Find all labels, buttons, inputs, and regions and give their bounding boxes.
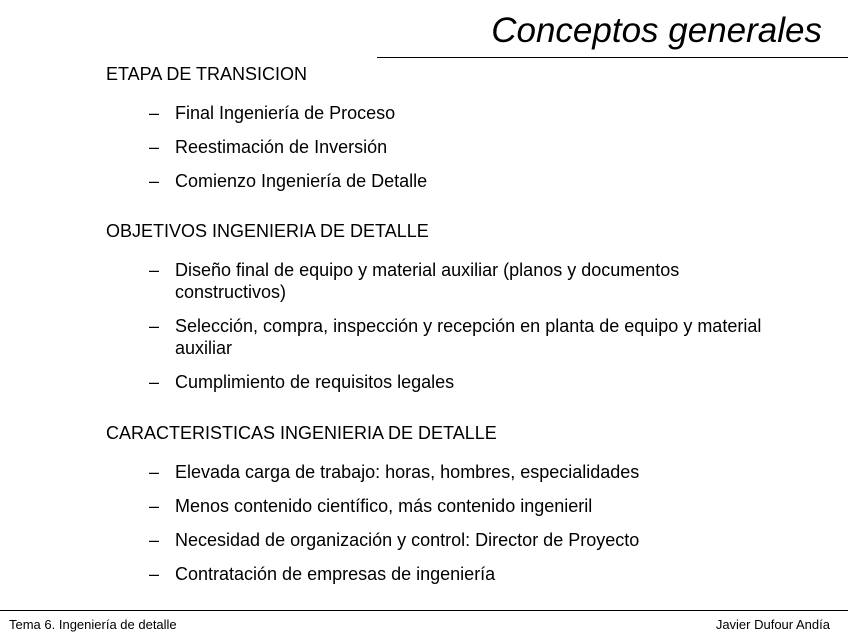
- bullet-dash: –: [149, 530, 160, 550]
- bullet-dash: –: [149, 316, 160, 336]
- list-item-text: Elevada carga de trabajo: horas, hombres, especialidades: [175, 462, 640, 482]
- section-heading: CARACTERISTICAS INGENIERIA DE DETALLE: [106, 423, 497, 443]
- list-item-text: Cumplimiento de requisitos legales: [175, 372, 455, 392]
- section-etapa-transicion: [106, 63, 786, 192]
- slide-content: [106, 63, 786, 614]
- list-item: [106, 315, 786, 359]
- bullet-dash: –: [149, 564, 160, 584]
- footer-rule: [0, 610, 848, 611]
- list-item: [106, 170, 786, 192]
- list-item-text: Diseño final de equipo y material auxiliar (planos y documentos constructivos): [175, 260, 680, 302]
- bullet-dash: –: [149, 462, 160, 482]
- bullet-dash: –: [149, 171, 160, 191]
- footer-author: Javier Dufour Andía: [715, 617, 830, 632]
- list-item: [106, 461, 786, 483]
- bullet-dash: –: [149, 137, 160, 157]
- bullet-dash: –: [149, 372, 160, 392]
- list-item-text: Contratación de empresas de ingeniería: [175, 564, 496, 584]
- bullet-list: [106, 461, 786, 585]
- slide-title: Conceptos generales: [491, 11, 822, 50]
- bullet-dash: –: [149, 103, 160, 123]
- list-item-text: Menos contenido científico, más contenido ingenieril: [175, 496, 593, 516]
- list-item: [106, 529, 786, 551]
- title-underline: [377, 57, 848, 58]
- list-item-text: Selección, compra, inspección y recepción en planta de equipo y material auxiliar: [175, 316, 762, 358]
- bullet-dash: –: [149, 260, 160, 280]
- bullet-dash: –: [149, 496, 160, 516]
- list-item: [106, 259, 786, 303]
- list-item: [106, 563, 786, 585]
- bullet-list: [106, 259, 786, 393]
- section-heading: OBJETIVOS INGENIERIA DE DETALLE: [106, 221, 429, 241]
- section-caracteristicas: [106, 422, 786, 585]
- list-item-text: Comienzo Ingeniería de Detalle: [175, 171, 428, 191]
- section-objetivos: [106, 220, 786, 393]
- list-item-text: Necesidad de organización y control: Director de Proyecto: [175, 530, 640, 550]
- list-item: [106, 495, 786, 517]
- list-item-text: Reestimación de Inversión: [175, 137, 388, 157]
- bullet-list: [106, 102, 786, 192]
- footer-course-topic: Tema 6. Ingeniería de detalle: [9, 617, 177, 632]
- list-item: [106, 136, 786, 158]
- list-item-text: Final Ingeniería de Proceso: [175, 103, 396, 123]
- list-item: [106, 102, 786, 124]
- list-item: [106, 371, 786, 393]
- section-heading: ETAPA DE TRANSICION: [106, 64, 308, 84]
